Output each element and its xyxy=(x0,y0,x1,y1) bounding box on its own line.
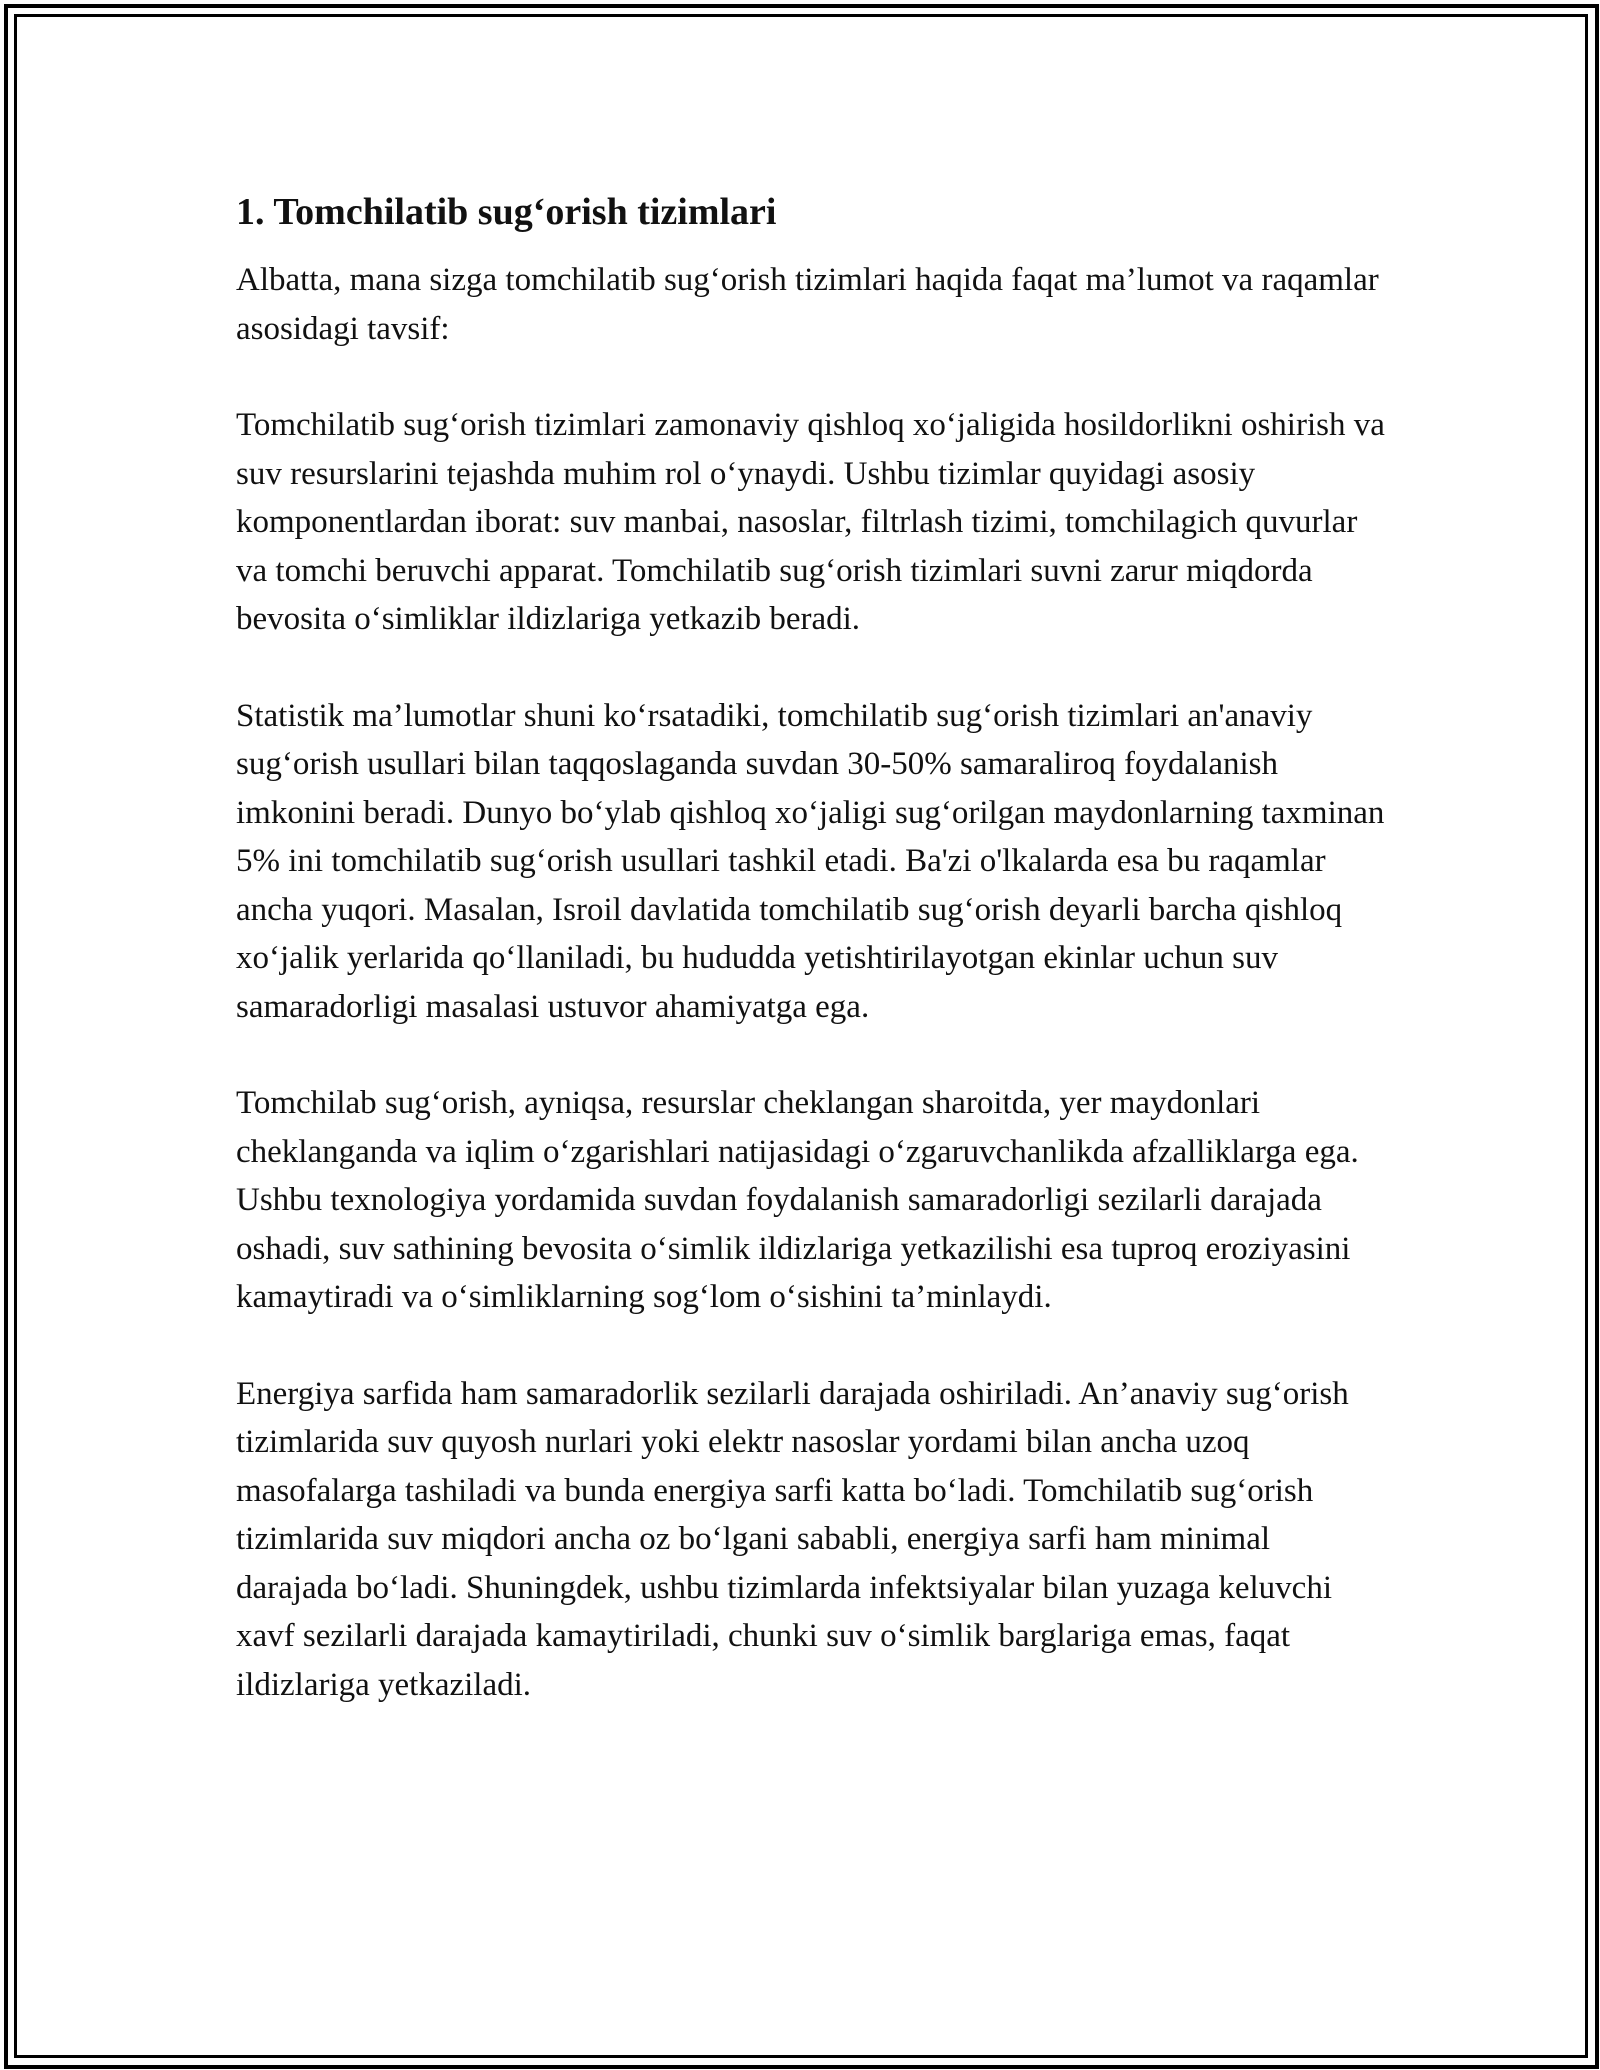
document-body xyxy=(236,186,1386,1757)
paragraph-statistics: Statistik ma’lumotlar shuni ko‘rsatadiki, tomchilatib sug‘orish tizimlari an'anaviy sug‘orish usullari bilan taqqoslaganda suvdan 30-50% samaraliroq foydalanish imkonini beradi. Dunyo bo‘ylab qishloq xo‘jaligi sug‘orilgan maydonlarning taxminan 5% ini tomchilatib sug‘orish usullari tashkil etadi. Ba'zi o'lkalarda esa bu raqamlar ancha yuqori. Masalan, Isroil davlatida tomchilatib sug‘orish deyarli barcha qishloq xo‘jalik yerlarida qo‘llaniladi, bu hududda yetishtirilayotgan ekinlar uchun suv samaradorligi masalasi ustuvor ahamiyatga ega. xyxy=(236,697,1385,1025)
paragraph-system-components: Tomchilatib sug‘orish tizimlari zamonaviy qishloq xo‘jaligida hosildorlikni oshirish va suv resurslarini tejashda muhim rol o‘ynaydi. Ushbu tizimlar quyidagi asosiy komponentlardan iborat: suv manbai, nasoslar, filtrlash tizimi, tomchilagich quvurlar va tomchi beruvchi apparat. Tomchilatib sug‘orish tizimlari suvni zarur miqdorda bevosita o‘simliklar ildizlariga yetkazib beradi. xyxy=(236,407,1385,637)
intro-paragraph: Albatta, mana sizga tomchilatib sug‘orish tizimlari haqida faqat ma’lumot va raqamlar asosidagi tavsif: xyxy=(236,262,1379,347)
paragraph-advantages: Tomchilab sug‘orish, ayniqsa, resurslar cheklangan sharoitda, yer maydonlari cheklanganda va iqlim o‘zgarishlari natijasidagi o‘zgaruvchanlikda afzalliklarga ega. Ushbu texnologiya yordamida suvdan foydalanish samaradorligi sezilarli darajada oshadi, suv sathining bevosita o‘simlik ildizlariga yetkazilishi esa tuproq eroziyasini kamaytiradi va o‘simliklarning sog‘lom o‘sishini ta’minlaydi. xyxy=(236,1085,1359,1315)
paragraph-energy: Energiya sarfida ham samaradorlik sezilarli darajada oshiriladi. An’anaviy sug‘orish tizimlarida suv quyosh nurlari yoki elektr nasoslar yordami bilan ancha uzoq masofalarga tashiladi va bunda energiya sarfi katta bo‘ladi. Tomchilatib sug‘orish tizimlarida suv miqdori ancha oz bo‘lgani sababli, energiya sarfi ham minimal darajada bo‘ladi. Shuningdek, ushbu tizimlarda infektsiyalar bilan yuzaga keluvchi xavf sezilarli darajada kamaytiriladi, chunki suv o‘simlik barglariga emas, faqat ildizlariga yetkaziladi. xyxy=(236,1375,1349,1703)
section-heading: 1. Tomchilatib sug‘orish tizimlari xyxy=(236,191,777,233)
